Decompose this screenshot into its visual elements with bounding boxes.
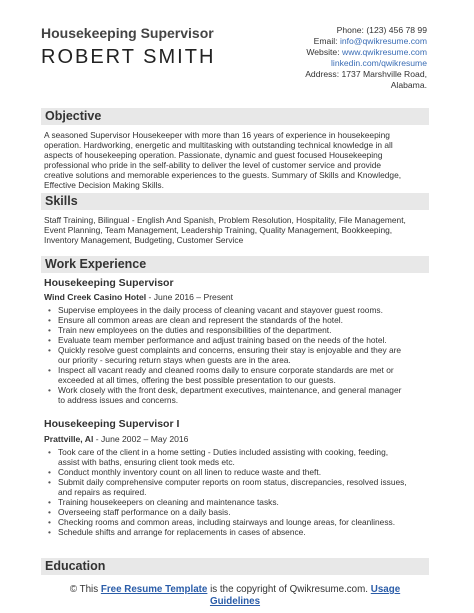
- list-item: • Ensure all common areas are clean and represent the standards of the hotel.: [58, 315, 430, 325]
- phone-line: [227, 25, 427, 36]
- list-item: and repairs as required.: [58, 487, 147, 497]
- footer-middle: is the copyright of Qwikresume.com.: [210, 584, 369, 595]
- candidate-name: ROBERT SMITH: [41, 46, 216, 68]
- objective-line: professional who pride in the self-ability to deliver the level of customer service and provide: [44, 160, 382, 170]
- contact-block: [227, 25, 427, 91]
- job-company-1: [44, 292, 233, 302]
- resume-header: [0, 0, 474, 95]
- list-item: • Evaluate team member performance and adjust training based on the needs of the hotel.: [58, 335, 430, 345]
- objective-section-header: [41, 108, 429, 125]
- usage-link[interactable]: Usage: [370, 584, 401, 595]
- guidelines-link[interactable]: Guidelines: [209, 596, 261, 607]
- objective-line: A seasoned Supervisor Housekeeper with more than 16 years of experience in housekeeping: [44, 130, 390, 140]
- list-item: • Supervise employees in the daily process of cleaning vacant and stayover guest rooms.: [58, 305, 430, 315]
- list-item: our priority - securing return stays when guests are in the area.: [58, 355, 291, 365]
- skills-text: [44, 215, 429, 245]
- website-link[interactable]: www.qwikresume.com: [341, 47, 427, 57]
- skills-section-header: [41, 193, 429, 210]
- experience-heading: Work Experience: [45, 257, 147, 271]
- education-section-header: [41, 558, 429, 575]
- list-item: • Inspect all vacant ready and cleaned rooms daily to ensure corporate standards are met or: [58, 365, 430, 375]
- address-line-2: Alabama.: [390, 80, 427, 90]
- skills-line: Event Planning, Team Management, Leadership Training, Quality Management, Bookkeeping,: [44, 225, 393, 235]
- job-title-1: Housekeeping Supervisor: [44, 277, 174, 289]
- website-line: [227, 47, 427, 58]
- objective-line: aspects of housekeeping operation. Passionate, dynamic and guest focused Housekeeping: [44, 150, 383, 160]
- job-dates: - June 2016 – Present: [146, 292, 234, 302]
- phone-label: Phone:: [336, 25, 364, 35]
- job-1-bullets: [58, 305, 430, 405]
- job-title-2: Housekeeping Supervisor I: [44, 418, 180, 430]
- list-item: • Conduct monthly inventory count on all linen to reduce waste and theft.: [58, 467, 430, 477]
- objective-line: creative solutions and memorable experiences to the guests. Summary of Skills and Knowledge,: [44, 170, 402, 180]
- website-label: Website:: [306, 47, 340, 57]
- list-item: to address issues and concerns.: [58, 395, 179, 405]
- skills-heading: Skills: [45, 194, 78, 208]
- list-item: • Took care of the client in a home setting - Duties included assisting with cooking, feeding,: [58, 447, 430, 457]
- list-item: • Overseeing staff performance on a daily basis.: [58, 507, 430, 517]
- footer-prefix: © This: [69, 584, 99, 595]
- job-2-bullets: [58, 447, 430, 537]
- skills-line: Inventory Management, Budgeting, Customer Service: [44, 235, 244, 245]
- job-title: Housekeeping Supervisor: [41, 25, 214, 41]
- job-company-2: [44, 434, 188, 444]
- email-line: [227, 36, 427, 47]
- list-item: • Submit daily comprehensive computer reports on room status, discrepancies, resolved issues,: [58, 477, 430, 487]
- job-dates: - June 2002 – May 2016: [93, 434, 189, 444]
- list-item: • Work closely with the front desk, department executives, maintenance, and general manager: [58, 385, 430, 395]
- list-item: exceeded at all times, offering the best possible presentation to our guests.: [58, 375, 336, 385]
- email-label: Email:: [313, 36, 338, 46]
- email-link[interactable]: info@qwikresume.com: [339, 36, 427, 46]
- list-item: • Training housekeepers on cleaning and maintenance tasks.: [58, 497, 430, 507]
- free-resume-template-link[interactable]: Free Resume Template: [100, 584, 208, 595]
- objective-heading: Objective: [45, 109, 102, 123]
- list-item: assist with baths, ensuring client took meds etc.: [58, 457, 235, 467]
- list-item: • Schedule shifts and arrange for replacements in cases of absence.: [58, 527, 430, 537]
- copyright-footer: [41, 584, 429, 608]
- objective-text: [44, 130, 429, 190]
- linkedin-link[interactable]: linkedin.com/qwikresume: [331, 58, 427, 68]
- objective-line: Effective Decision Making Skills.: [44, 180, 164, 190]
- phone-value: (123) 456 78 99: [366, 25, 427, 35]
- list-item: • Checking rooms and common areas, including stairways and lounge areas, for cleanliness.: [58, 517, 430, 527]
- address-line-1: Address: 1737 Marshville Road,: [305, 69, 427, 79]
- objective-line: operation. Hardworking, energetic and multitasking with outstanding technical knowledge in all: [44, 140, 393, 150]
- list-item: • Quickly resolve guest complaints and concerns, ensuring their stay is enjoyable and they are: [58, 345, 430, 355]
- company-name: Prattville, Al: [44, 434, 94, 444]
- skills-line: Staff Training, Bilingual - English And Spanish, Problem Resolution, Hospitality, File Management,: [44, 215, 406, 225]
- list-item: • Train new employees on the duties and responsibilities of the department.: [58, 325, 430, 335]
- experience-section-header: [41, 256, 429, 273]
- company-name: Wind Creek Casino Hotel: [44, 292, 147, 302]
- education-heading: Education: [45, 559, 106, 573]
